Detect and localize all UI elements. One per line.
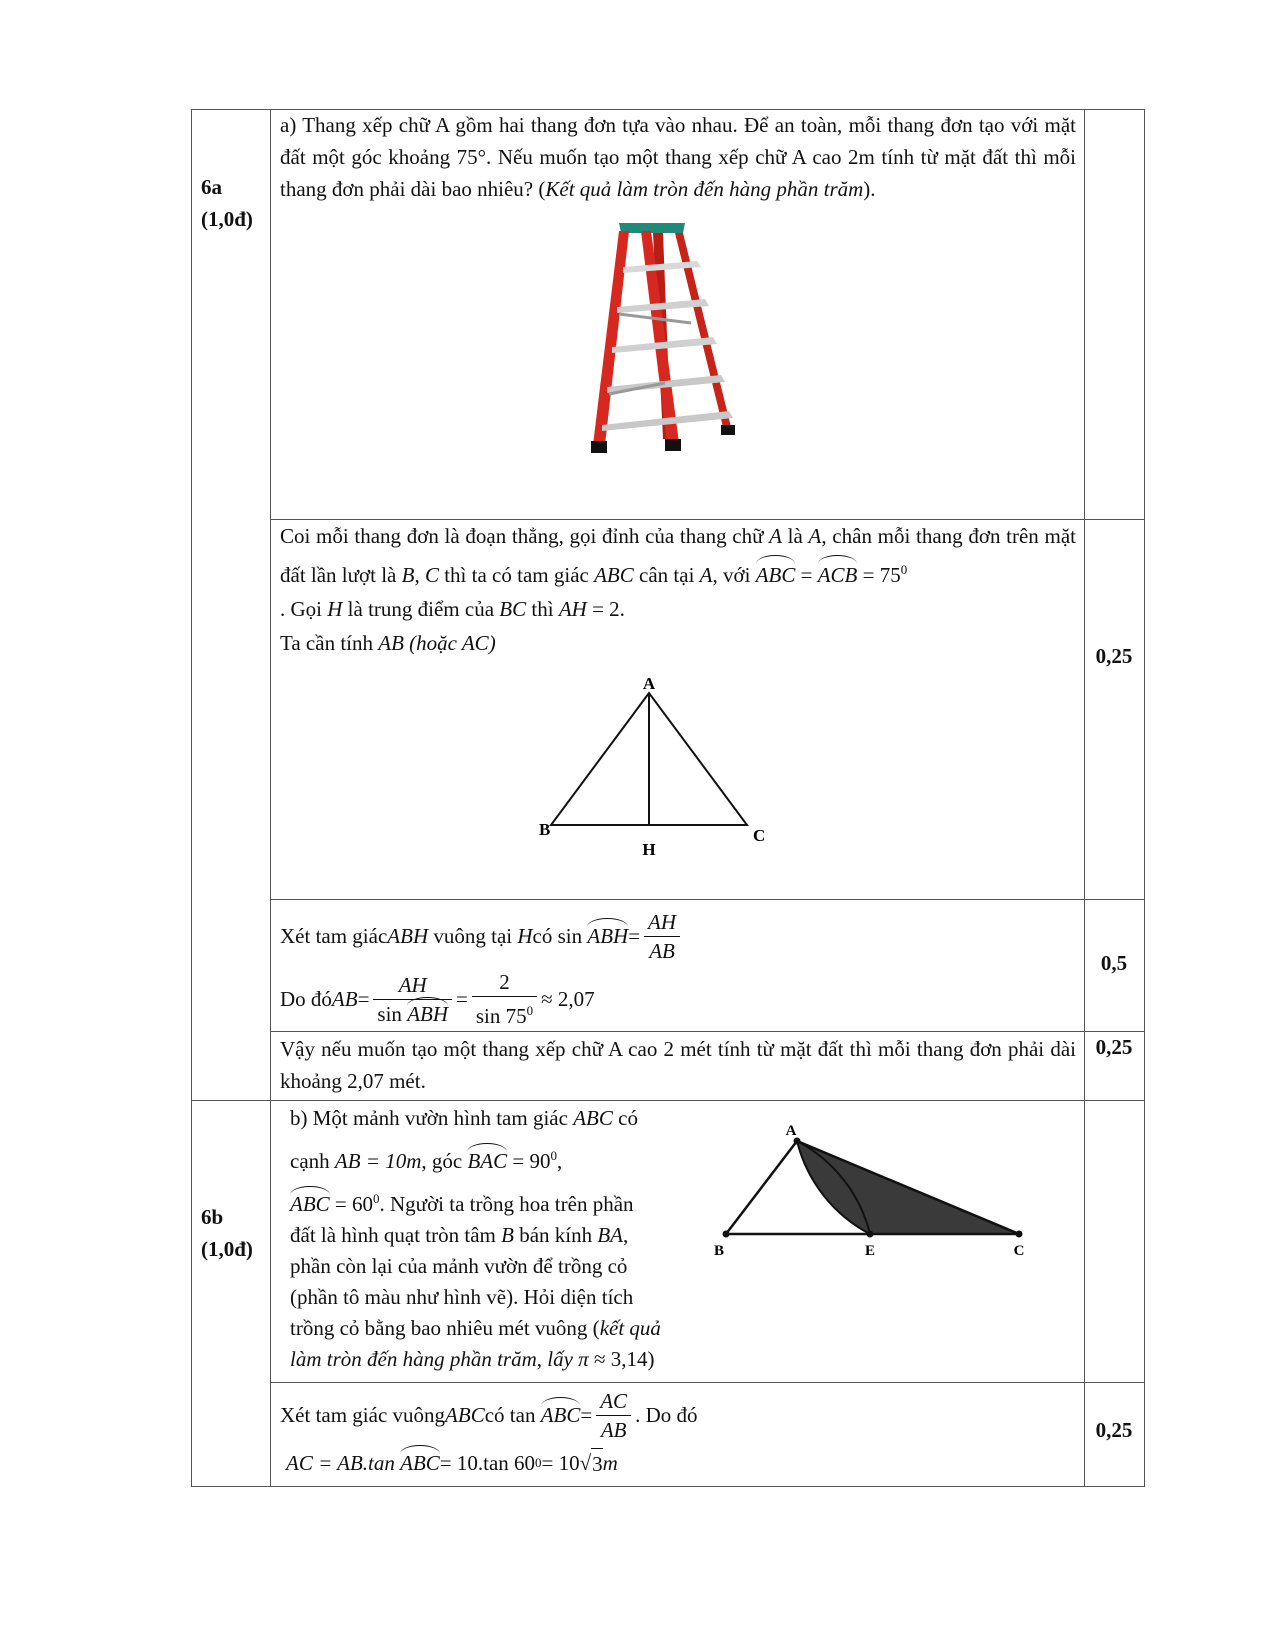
text: = 60 — [329, 1192, 374, 1216]
prompt-line — [290, 1220, 710, 1251]
prompt-text-2: . Nếu muốn tạo một thang xếp chữ A cao 2m tính từ mặt đất thì mỗi thang đơn phải dài bao nhiêu? ( — [280, 145, 1076, 201]
text: cạnh — [290, 1149, 335, 1173]
row-divider-2 — [270, 899, 1145, 900]
ladder-front-leg-left — [593, 231, 629, 445]
var: H — [327, 597, 343, 621]
fraction — [596, 1387, 631, 1444]
step-6a-2 — [280, 905, 1076, 1031]
numerator: AH — [644, 908, 680, 937]
text: là trung điểm của — [342, 597, 500, 621]
numerator: AH — [373, 971, 452, 1000]
numerator: 2 — [472, 968, 537, 997]
text: = 10.tan 60 — [439, 1451, 536, 1475]
text: đất là hình quạt tròn tâm — [290, 1223, 502, 1247]
score-6a-1: 0,25 — [1095, 644, 1133, 668]
table-col-divider-1 — [270, 109, 271, 1487]
question-points: (1,0đ) — [201, 207, 253, 231]
label-c: C — [1013, 1243, 1025, 1259]
pi-symbol: π — [578, 1347, 589, 1371]
var: B — [501, 1223, 514, 1247]
numerator: AC — [596, 1387, 631, 1416]
ladder-rear-leg-right — [675, 233, 731, 427]
text: = — [456, 987, 468, 1011]
prompt-line: (phần tô màu như hình vẽ). Hỏi diện tích — [290, 1285, 634, 1309]
text: = 90 — [507, 1149, 551, 1173]
unit: m — [602, 1451, 618, 1475]
text: = 75 — [857, 563, 901, 587]
ladder-foot-1 — [591, 441, 607, 453]
text: , — [623, 1223, 629, 1247]
text: thì ta có tam giác — [438, 563, 595, 587]
italic-text: làm tròn đến hàng phần trăm, lấy — [290, 1347, 579, 1371]
text: vuông tại — [433, 924, 513, 948]
angle-abc: ABC — [290, 1189, 330, 1220]
text: = — [795, 563, 818, 587]
text: có — [612, 1106, 638, 1130]
text: Ta cần tính — [280, 631, 379, 655]
text: sin — [377, 1001, 408, 1026]
degree: 0 — [373, 1191, 380, 1206]
angle-abh: ABH — [587, 921, 628, 951]
text: Vậy nếu muốn tạo một thang xếp chữ A cao 2 mét tính từ mặt đất thì mỗi thang đơn phải dài khoảng — [280, 1037, 1076, 1093]
table-col-divider-2 — [1084, 109, 1085, 1487]
step-6a-1 — [280, 519, 1076, 660]
text: Do đó — [280, 987, 332, 1011]
ladder-foot-2 — [665, 439, 681, 451]
fraction — [472, 968, 537, 1030]
score-6a-2: 0,5 — [1100, 951, 1128, 975]
label-c: C — [753, 826, 766, 845]
label-b: B — [539, 820, 551, 839]
text: , — [414, 563, 425, 587]
question-points: (1,0đ) — [201, 1237, 253, 1261]
var: A — [769, 524, 782, 548]
text: . Người ta trồng hoa trên phần — [379, 1192, 634, 1216]
var: AC — [461, 631, 489, 655]
prompt-line — [290, 1140, 710, 1177]
row-divider-4 — [191, 1100, 1145, 1101]
label-a: A — [642, 675, 656, 693]
var: AB = 10m — [334, 1149, 422, 1173]
var: H — [517, 924, 533, 948]
text: = — [628, 924, 641, 948]
text: = — [357, 987, 370, 1011]
question-6b-prompt — [290, 1103, 710, 1375]
denominator — [373, 1000, 452, 1028]
radicand: 3 — [591, 1448, 603, 1479]
text: , góc — [421, 1149, 468, 1173]
degree: 0 — [900, 562, 908, 577]
prompt-line — [290, 1344, 710, 1375]
fraction — [644, 908, 680, 965]
answer-table — [191, 109, 1145, 1487]
text: có tan — [484, 1403, 536, 1427]
step-line — [280, 905, 1076, 967]
fraction — [373, 971, 452, 1028]
text: có sin — [532, 924, 583, 948]
denominator: AB — [600, 1417, 627, 1442]
var: AB — [331, 987, 358, 1011]
prompt-italic: Kết quả làm tròn đến hàng phần trăm — [545, 177, 864, 201]
prompt-line — [290, 1313, 710, 1344]
prompt-text: a) Thang xếp chữ A gồm hai thang đơn tựa vào nhau. Để an toàn, mỗi thang đơn tạo với mặt đất một góc khoảng — [280, 113, 1076, 169]
denominator — [472, 997, 537, 1030]
var: ABC — [445, 1403, 485, 1427]
text: mét. — [383, 1069, 426, 1093]
table-border-left — [191, 109, 192, 1487]
question-6b-label — [201, 1201, 253, 1265]
text: ) — [647, 1347, 655, 1371]
text: (hoặc — [403, 631, 462, 655]
text: cân tại — [633, 563, 700, 587]
label-a: A — [785, 1123, 797, 1139]
italic-text: kết quả — [599, 1316, 661, 1340]
point-b — [723, 1231, 730, 1238]
denominator: AB — [649, 938, 675, 963]
text: ≈ 2,07 — [541, 987, 595, 1011]
step-6a-3 — [280, 1033, 1076, 1097]
table-border-right — [1144, 109, 1145, 1487]
prompt-line: phần còn lại của mảnh vườn để trồng cỏ — [290, 1254, 628, 1278]
text: = — [580, 1403, 593, 1427]
value: 2,07 — [347, 1069, 384, 1093]
question-number: 6a — [201, 175, 222, 199]
step-line — [280, 1387, 1076, 1443]
text: . Gọi — [280, 597, 328, 621]
var: BC — [499, 597, 527, 621]
var: A — [699, 563, 713, 587]
question-6a-label — [201, 171, 253, 235]
text: , — [557, 1149, 563, 1173]
label-b: B — [713, 1243, 725, 1259]
row-divider-3 — [270, 1031, 1145, 1032]
angle-bac: BAC — [467, 1146, 507, 1177]
var: ABH — [387, 924, 429, 948]
text: là — [781, 524, 809, 548]
label-h: H — [642, 840, 656, 859]
formula: AC = AB.tan — [286, 1451, 395, 1475]
var: B — [401, 563, 415, 587]
point-c — [1016, 1231, 1023, 1238]
sqrt-sign: √ — [579, 1451, 592, 1475]
ladder-foot-3 — [721, 425, 735, 435]
text: ) — [488, 631, 496, 655]
text: = 10 — [541, 1451, 580, 1475]
step-line — [280, 967, 1076, 1031]
angle-abc: ABC — [541, 1400, 581, 1430]
prompt-line — [290, 1183, 710, 1220]
var: ABC — [573, 1106, 613, 1130]
angle-abc: ABC — [756, 558, 796, 592]
score-6a-3: 0,25 — [1095, 1035, 1133, 1059]
var: C — [424, 563, 439, 587]
prompt-end: ). — [863, 177, 876, 201]
table-border-bottom — [191, 1486, 1145, 1487]
var: AB — [378, 631, 404, 655]
angle-abc: ABC — [400, 1448, 440, 1478]
angle-abh: ABH — [407, 1001, 449, 1026]
text: bán kính — [513, 1223, 598, 1247]
row-divider-5 — [270, 1382, 1145, 1383]
point-e — [867, 1231, 874, 1238]
step-line — [280, 1443, 1076, 1483]
label-e: E — [864, 1243, 876, 1259]
var: ABC — [594, 563, 634, 587]
text: = 2. — [586, 597, 625, 621]
prompt-line — [290, 1103, 710, 1134]
text: sin 75 — [475, 1004, 527, 1028]
text: trồng cỏ bằng bao nhiêu mét vuông ( — [290, 1316, 600, 1340]
angle-acb: ACB — [818, 558, 858, 592]
step-6b-1 — [280, 1387, 1076, 1483]
text: , với — [712, 563, 756, 587]
text: Xét tam giác — [280, 924, 388, 948]
text: thì — [526, 597, 559, 621]
var: BA — [597, 1223, 624, 1247]
var: A — [808, 524, 822, 548]
degree: 0 — [526, 1003, 534, 1018]
text: , chân mỗi thang đơn trên mặt đất lần lượt là — [280, 524, 1076, 587]
text: Xét tam giác vuông — [280, 1403, 446, 1427]
text: Coi mỗi thang đơn là đoạn thẳng, gọi đỉnh của thang chữ — [280, 524, 770, 548]
degree: 0 — [535, 1455, 542, 1470]
ladder-image — [579, 219, 764, 477]
var: AH — [558, 597, 587, 621]
garden-triangle-figure — [711, 1119, 1071, 1259]
text: ≈ 3,14 — [588, 1347, 648, 1371]
question-number: 6b — [201, 1205, 224, 1229]
text: . Do đó — [635, 1403, 698, 1427]
prompt-angle: 75° — [456, 145, 487, 169]
score-6b-1: 0,25 — [1095, 1418, 1133, 1442]
text: b) Một mảnh vườn hình tam giác — [290, 1106, 574, 1130]
triangle-abc-figure — [531, 675, 771, 885]
question-6a-prompt — [280, 109, 1076, 205]
degree: 0 — [550, 1148, 557, 1163]
